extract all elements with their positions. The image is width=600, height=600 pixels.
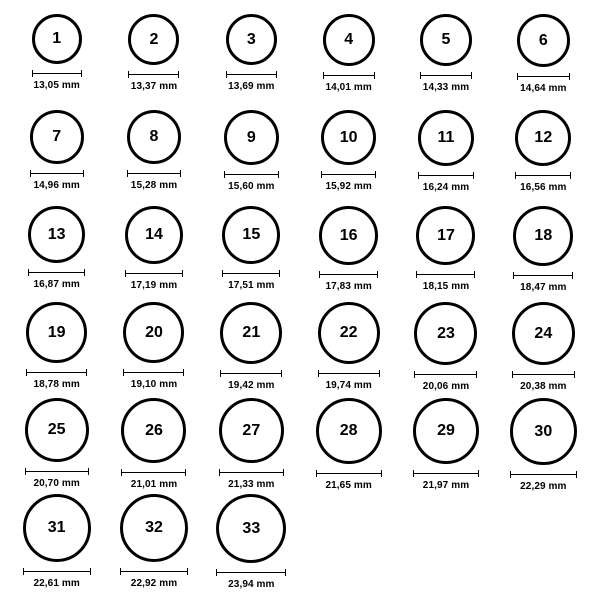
ring-size-number: 33	[242, 519, 261, 537]
ring-circle	[512, 302, 575, 365]
diameter-measure-line	[418, 172, 474, 179]
ring-size-number: 29	[437, 422, 455, 439]
ring-circle	[120, 494, 188, 562]
ring-size-number: 20	[145, 323, 163, 341]
ring-size-cell	[300, 302, 397, 398]
ring-circle	[513, 206, 573, 266]
ring-size-cell	[105, 398, 202, 494]
ring-circle	[30, 110, 84, 164]
diameter-measure-line	[32, 70, 82, 77]
ring-size-number: 11	[437, 129, 455, 146]
ring-circle	[25, 398, 89, 462]
ring-size-number: 10	[339, 128, 358, 146]
ring-circle	[219, 398, 284, 463]
ring-circle	[23, 494, 91, 562]
ring-circle	[416, 206, 475, 265]
diameter-measure-line	[219, 469, 284, 476]
diameter-label: 14,64 mm	[520, 83, 567, 94]
ring-size-number: 27	[242, 421, 261, 439]
diameter-label: 13,69 mm	[228, 81, 275, 92]
ring-size-number: 14	[145, 226, 163, 243]
ring-circle	[224, 110, 279, 165]
diameter-label: 14,33 mm	[422, 82, 470, 93]
diameter-label: 19,74 mm	[325, 380, 372, 391]
ring-circle	[127, 110, 181, 164]
diameter-label: 15,60 mm	[228, 181, 275, 192]
ring-circle	[414, 302, 477, 365]
ring-size-cell	[495, 206, 592, 302]
ring-size-grid	[8, 14, 592, 590]
ring-size-cell	[397, 14, 494, 110]
ring-size-number: 26	[145, 421, 163, 439]
diameter-label: 16,56 mm	[520, 182, 567, 193]
diameter-label: 20,38 mm	[520, 381, 567, 392]
ring-circle	[318, 302, 380, 364]
diameter-label: 20,06 mm	[422, 381, 470, 392]
ring-size-number: 5	[441, 31, 451, 48]
diameter-label: 22,92 mm	[130, 578, 178, 589]
diameter-measure-line	[125, 270, 183, 277]
ring-size-cell	[300, 206, 397, 302]
ring-circle	[319, 206, 378, 265]
diameter-measure-line	[318, 370, 380, 377]
ring-size-cell	[300, 110, 397, 206]
diameter-measure-line	[28, 269, 85, 276]
ring-size-number: 9	[246, 128, 256, 146]
ring-circle	[226, 14, 277, 65]
diameter-label: 21,01 mm	[130, 479, 178, 490]
ring-circle	[510, 398, 577, 465]
diameter-label: 15,92 mm	[325, 181, 372, 192]
ring-circle	[321, 110, 376, 165]
diameter-label: 13,37 mm	[130, 81, 178, 92]
ring-size-cell	[300, 14, 397, 110]
diameter-label: 14,96 mm	[33, 180, 80, 191]
diameter-measure-line	[123, 369, 184, 376]
ring-circle	[125, 206, 183, 264]
diameter-measure-line	[420, 72, 472, 79]
diameter-label: 17,51 mm	[228, 280, 275, 291]
ring-circle	[222, 206, 280, 264]
ring-size-number: 8	[149, 128, 159, 145]
diameter-measure-line	[128, 71, 179, 78]
ring-size-cell	[8, 206, 105, 302]
diameter-label: 19,42 mm	[228, 380, 275, 391]
ring-size-number: 28	[339, 422, 358, 439]
ring-size-number: 3	[246, 30, 256, 48]
ring-size-number: 31	[47, 519, 66, 536]
ring-size-number: 6	[538, 31, 548, 49]
ring-size-cell	[8, 14, 105, 110]
diameter-label: 17,19 mm	[130, 280, 178, 291]
ring-size-cell	[203, 206, 300, 302]
ring-size-number: 13	[47, 225, 66, 243]
ring-size-cell	[8, 110, 105, 206]
diameter-label: 21,33 mm	[228, 479, 275, 490]
ring-circle	[323, 14, 375, 66]
ring-size-cell	[105, 302, 202, 398]
diameter-measure-line	[321, 171, 376, 178]
ring-size-cell	[203, 302, 300, 398]
ring-circle	[121, 398, 186, 463]
ring-size-cell	[203, 14, 300, 110]
ring-size-number: 15	[242, 226, 261, 243]
diameter-measure-line	[226, 71, 277, 78]
ring-size-cell	[105, 110, 202, 206]
ring-size-number: 12	[534, 129, 553, 146]
ring-size-number: 24	[534, 324, 553, 342]
diameter-measure-line	[512, 371, 575, 378]
ring-size-number: 22	[339, 324, 358, 341]
ring-size-cell	[8, 398, 105, 494]
diameter-label: 17,83 mm	[325, 281, 372, 292]
ring-circle	[515, 110, 571, 166]
diameter-label: 22,61 mm	[33, 578, 80, 589]
ring-circle	[413, 398, 479, 464]
ring-circle	[316, 398, 382, 464]
diameter-measure-line	[316, 470, 382, 477]
ring-size-number: 19	[47, 323, 66, 341]
diameter-measure-line	[222, 270, 280, 277]
ring-circle	[418, 110, 474, 166]
diameter-label: 23,94 mm	[228, 579, 275, 590]
diameter-measure-line	[510, 471, 577, 478]
ring-size-cell	[397, 398, 494, 494]
diameter-label: 22,29 mm	[520, 481, 567, 492]
diameter-measure-line	[416, 271, 475, 278]
ring-size-cell	[105, 206, 202, 302]
diameter-label: 15,28 mm	[130, 180, 178, 191]
diameter-label: 18,78 mm	[33, 379, 80, 390]
diameter-label: 20,70 mm	[33, 478, 80, 489]
diameter-measure-line	[413, 470, 479, 477]
ring-size-cell	[397, 206, 494, 302]
diameter-measure-line	[216, 569, 286, 576]
diameter-measure-line	[517, 73, 570, 80]
ring-size-cell	[397, 302, 494, 398]
diameter-measure-line	[23, 568, 91, 575]
ring-size-number: 1	[52, 30, 62, 47]
diameter-label: 18,47 mm	[520, 282, 567, 293]
diameter-measure-line	[515, 172, 571, 179]
ring-size-cell	[397, 110, 494, 206]
ring-size-cell	[495, 302, 592, 398]
diameter-measure-line	[323, 72, 375, 79]
diameter-measure-line	[30, 170, 84, 177]
ring-circle	[28, 206, 85, 263]
ring-circle	[517, 14, 570, 67]
ring-circle	[220, 302, 282, 364]
ring-size-number: 32	[145, 519, 163, 536]
diameter-label: 21,97 mm	[422, 480, 470, 491]
ring-size-number: 30	[534, 422, 553, 440]
ring-size-cell	[495, 110, 592, 206]
ring-size-cell	[105, 494, 202, 590]
diameter-measure-line	[513, 272, 573, 279]
ring-circle	[420, 14, 472, 66]
ring-size-number: 18	[534, 227, 553, 244]
diameter-label: 16,24 mm	[422, 182, 470, 193]
diameter-label: 18,15 mm	[422, 281, 470, 292]
ring-size-number: 25	[47, 421, 66, 438]
diameter-label: 19,10 mm	[130, 379, 178, 390]
diameter-measure-line	[319, 271, 378, 278]
ring-size-number: 2	[149, 30, 159, 48]
ring-size-cell	[203, 494, 300, 590]
ring-size-cell	[105, 14, 202, 110]
ring-size-cell	[203, 398, 300, 494]
ring-size-cell	[8, 494, 105, 590]
ring-size-cell	[495, 398, 592, 494]
diameter-measure-line	[121, 469, 186, 476]
diameter-label: 21,65 mm	[325, 480, 372, 491]
ring-size-number: 16	[339, 226, 358, 244]
ring-size-cell	[8, 302, 105, 398]
ring-circle	[26, 302, 87, 363]
ring-circle	[128, 14, 179, 65]
ring-circle	[123, 302, 184, 363]
diameter-measure-line	[25, 468, 89, 475]
ring-circle	[32, 14, 82, 64]
diameter-measure-line	[26, 369, 87, 376]
diameter-label: 14,01 mm	[325, 82, 372, 93]
ring-size-number: 4	[344, 31, 354, 48]
diameter-measure-line	[224, 171, 279, 178]
diameter-label: 16,87 mm	[33, 279, 80, 290]
ring-size-number: 17	[437, 226, 455, 244]
ring-size-number: 23	[437, 324, 455, 342]
diameter-measure-line	[120, 568, 188, 575]
ring-circle	[216, 494, 286, 563]
ring-size-number: 21	[242, 324, 261, 341]
ring-size-cell	[495, 14, 592, 110]
ring-size-cell	[203, 110, 300, 206]
ring-size-number: 7	[52, 128, 62, 145]
diameter-measure-line	[414, 371, 477, 378]
diameter-measure-line	[220, 370, 282, 377]
diameter-measure-line	[127, 170, 181, 177]
ring-size-cell	[300, 398, 397, 494]
diameter-label: 13,05 mm	[33, 80, 80, 91]
